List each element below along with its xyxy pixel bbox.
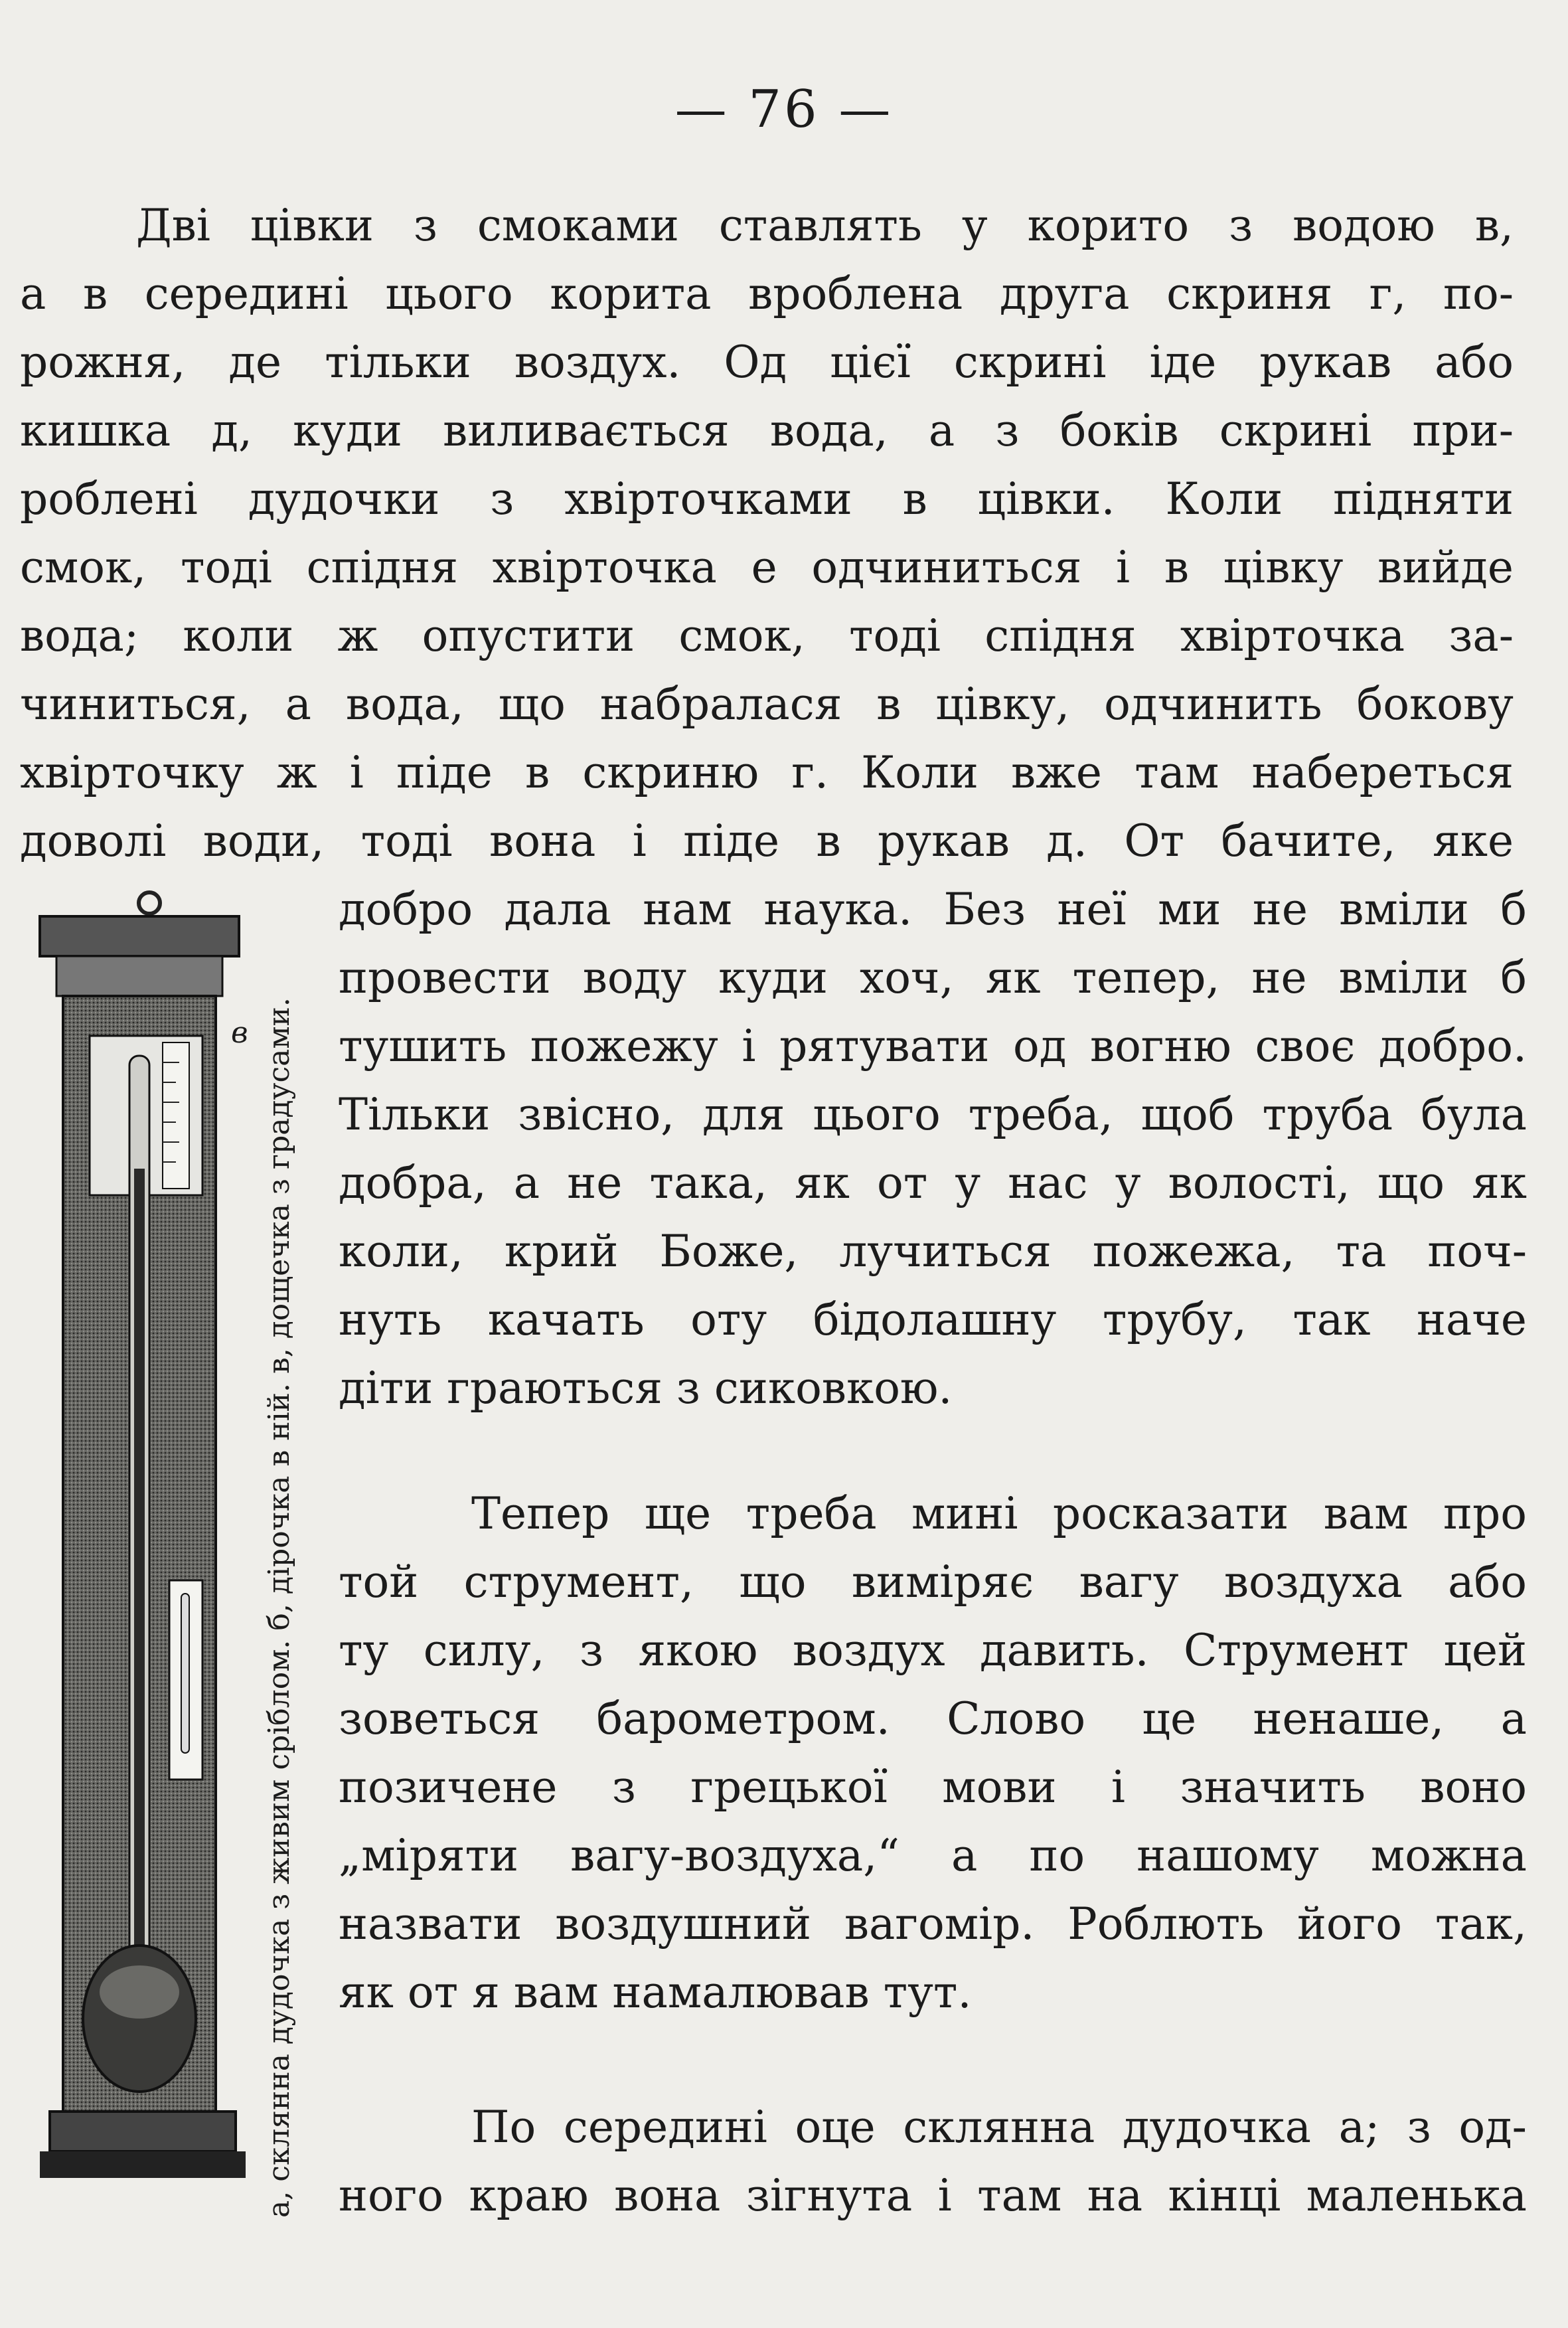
text-line: ту силу, з якою воздух давить. Струмент цей (339, 1625, 1527, 1676)
text-line: роблені дудочки з хвірточками в цівки. Коли підняти (20, 473, 1514, 525)
text-line: той струмент, що виміряє вагу воздуха або (339, 1556, 1527, 1608)
text-line: а в середині цього корита вроблена друга скриня г, по- (20, 268, 1514, 319)
text-line: Тепер ще треба мині росказати вам про (471, 1488, 1527, 1539)
text-line: Дві цівки з смоками ставлять у корито з водою в, (136, 200, 1514, 251)
text-line: добро дала нам наука. Без неї ми не вміли б (339, 884, 1527, 935)
hook-ring (139, 892, 160, 914)
text-line: тушить пожежу і рятувати од вогню своє добро. (339, 1021, 1527, 1072)
paragraph-4 (339, 2093, 1527, 2230)
paragraph-3 (339, 1479, 1527, 2027)
page-number: — 76 — (674, 80, 894, 139)
paragraph-2 (339, 875, 1527, 1422)
paragraph-1 (20, 191, 1514, 875)
text-line: провести воду куди хоч, як тепер, не вміли б (339, 952, 1527, 1003)
text-line: позичене з грецької мови і значить воно (339, 1762, 1527, 1813)
text-line: ного краю вона зігнута і там на кінці маленька (339, 2170, 1527, 2221)
text-line: рожня, де тільки воздух. Од цієї скрині іде рукав або (20, 337, 1514, 388)
text-line: коли, крий Боже, лучиться пожежа, та поч- (339, 1226, 1527, 1277)
text-line: як от я вам намалював тут. (339, 1967, 972, 2018)
figure-caption: а, склянна дудочка з живим сріблом. б, дірочка в ній. в, дощечка з градусами. (262, 997, 296, 2218)
text-line: кишка д, куди виливається вода, а з боків скрині при- (20, 405, 1514, 456)
text-line: нуть качать оту бідолашну трубу, так наче (339, 1294, 1527, 1345)
text-line: вода; коли ж опустити смок, тоді спідня хвірточка за- (20, 610, 1514, 661)
text-line: доволі води, тоді вона і піде в рукав д. От бачите, яке (20, 815, 1514, 867)
text-line: зоветься барометром. Слово це ненаше, а (339, 1693, 1527, 1744)
text-line: діти граються з сиковкою. (339, 1363, 953, 1414)
barometer-illustration (37, 890, 249, 2204)
text-line: назвати воздушний вагомір. Роблють його так, (339, 1898, 1527, 1950)
text-line: По середині оце склянна дудочка а; з од- (471, 2102, 1527, 2153)
text-line: добра, а не така, як от у нас у волості, що як (339, 1157, 1527, 1208)
figure-label-v: в (231, 1016, 248, 1050)
text-line: смок, тоді спідня хвірточка е одчиниться і в цівку вийде (20, 542, 1514, 593)
text-line: Тільки звісно, для цього треба, щоб труба була (339, 1089, 1527, 1140)
text-line: хвірточку ж і піде в скриню г. Коли вже там набереться (20, 747, 1514, 798)
text-line: чиниться, а вода, що набралася в цівку, одчинить бокову (20, 679, 1514, 730)
text-line: „міряти вагу-воздуха,“ а по нашому можна (339, 1830, 1527, 1881)
